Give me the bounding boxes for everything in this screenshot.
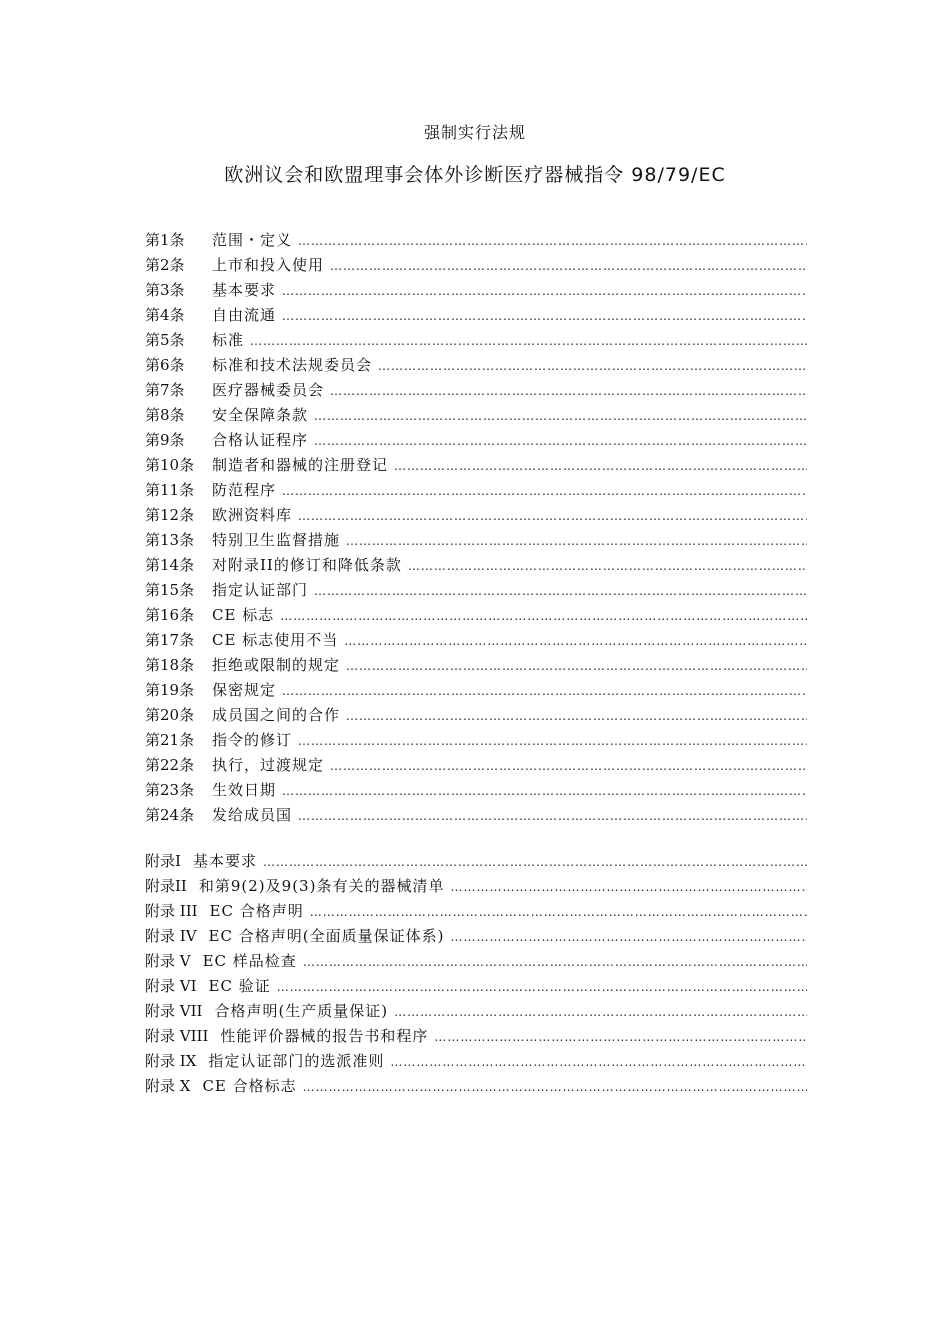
toc-article-entry-title: 医疗器械委员会	[212, 381, 325, 399]
toc-article-entry-number: 第22条	[145, 756, 195, 774]
toc-article-entry-title: 指令的修订	[212, 731, 293, 749]
dot-leader	[378, 354, 807, 378]
toc-article-entry	[145, 628, 807, 653]
toc-article-entry	[145, 378, 807, 403]
toc-article-entry	[145, 328, 807, 353]
toc-article-entry-title: 基本要求	[212, 281, 277, 299]
dot-leader	[298, 729, 807, 753]
table-of-contents-articles	[145, 228, 807, 828]
toc-article-entry-number: 第2条	[145, 256, 185, 274]
toc-annex-entry-title: EC 样品检查	[202, 952, 297, 970]
table-of-contents-annexes	[145, 849, 807, 1099]
toc-article-entry	[145, 503, 807, 528]
dot-leader	[280, 604, 807, 628]
toc-annex-entry-title: 基本要求	[192, 852, 257, 870]
toc-article-entry-title: 生效日期	[212, 781, 277, 799]
toc-article-entry-number: 第9条	[145, 431, 185, 449]
toc-article-entry	[145, 403, 807, 428]
toc-article-entry	[145, 353, 807, 378]
dot-leader	[314, 429, 807, 453]
toc-article-entry-number: 第13条	[145, 531, 195, 549]
toc-article-entry-title: 成员国之间的合作	[212, 706, 341, 724]
toc-article-entry-title: 标准	[212, 331, 245, 349]
toc-annex-entry	[145, 899, 807, 924]
toc-annex-entry-number: 附录 III	[145, 902, 198, 920]
toc-annex-entry-title: 和第9(2)及9(3)条有关的器械清单	[198, 877, 445, 895]
toc-annex-entry	[145, 874, 807, 899]
toc-article-entry	[145, 578, 807, 603]
toc-article-entry-number: 第15条	[145, 581, 195, 599]
dot-leader	[346, 654, 807, 678]
toc-article-entry	[145, 803, 807, 828]
dot-leader	[282, 679, 807, 703]
toc-article-entry-title: 标准和技术法规委员会	[212, 356, 373, 374]
toc-article-entry-number: 第8条	[145, 406, 185, 424]
dot-leader	[314, 579, 807, 603]
toc-annex-entry-number: 附录 IV	[145, 927, 197, 945]
dot-leader	[298, 229, 807, 253]
dot-leader	[282, 279, 807, 303]
dot-leader	[263, 850, 807, 874]
toc-article-entry-number: 第11条	[145, 481, 195, 499]
toc-article-entry	[145, 703, 807, 728]
toc-article-entry	[145, 228, 807, 253]
toc-annex-entry	[145, 974, 807, 999]
toc-annex-entry	[145, 849, 807, 874]
toc-article-entry	[145, 528, 807, 553]
dot-leader	[346, 529, 807, 553]
dot-leader	[282, 479, 807, 503]
toc-article-entry-number: 第24条	[145, 806, 195, 824]
toc-article-entry-title: CE 标志使用不当	[212, 631, 339, 649]
toc-article-entry-title: 防范程序	[212, 481, 277, 499]
dot-leader	[394, 454, 807, 478]
toc-annex-entry-title: EC 合格声明(全面质量保证体系)	[208, 927, 445, 945]
dot-leader	[390, 1050, 807, 1074]
dot-leader	[408, 554, 807, 578]
dot-leader	[394, 1000, 807, 1024]
toc-annex-entry-number: 附录 X	[145, 1077, 191, 1095]
dot-leader	[298, 804, 807, 828]
toc-article-entry	[145, 278, 807, 303]
dot-leader	[450, 925, 807, 949]
toc-article-entry-title: 范围・定义	[212, 231, 293, 249]
dot-leader	[277, 975, 807, 999]
toc-article-entry-title: 发给成员国	[212, 806, 293, 824]
toc-annex-entry	[145, 999, 807, 1024]
dot-leader	[346, 704, 807, 728]
toc-annex-entry	[145, 924, 807, 949]
dot-leader	[330, 754, 807, 778]
toc-annex-entry-title: 指定认证部门的选派准则	[208, 1052, 385, 1070]
dot-leader	[450, 875, 807, 899]
toc-article-entry-title: 特别卫生监督措施	[212, 531, 341, 549]
toc-article-entry-title: 拒绝或限制的规定	[212, 656, 341, 674]
toc-annex-entry-title: 合格声明(生产质量保证)	[214, 1002, 389, 1020]
dot-leader	[310, 900, 807, 924]
toc-article-entry	[145, 253, 807, 278]
toc-article-entry	[145, 303, 807, 328]
toc-article-entry-title: CE 标志	[212, 606, 275, 624]
toc-article-entry	[145, 453, 807, 478]
toc-annex-entry-number: 附录 VIII	[145, 1027, 209, 1045]
toc-article-entry-number: 第10条	[145, 456, 195, 474]
toc-article-entry-number: 第19条	[145, 681, 195, 699]
toc-article-entry-title: 上市和投入使用	[212, 256, 325, 274]
toc-article-entry-number: 第21条	[145, 731, 195, 749]
toc-article-entry-number: 第18条	[145, 656, 195, 674]
toc-article-entry-number: 第14条	[145, 556, 195, 574]
toc-article-entry-number: 第4条	[145, 306, 185, 324]
toc-annex-entry-title: EC 验证	[208, 977, 271, 995]
dot-leader	[303, 950, 807, 974]
toc-article-entry	[145, 653, 807, 678]
dot-leader	[344, 629, 807, 653]
toc-annex-entry-number: 附录 IX	[145, 1052, 197, 1070]
dot-leader	[298, 504, 807, 528]
toc-article-entry-number: 第17条	[145, 631, 195, 649]
toc-article-entry	[145, 603, 807, 628]
toc-article-entry	[145, 428, 807, 453]
toc-article-entry	[145, 678, 807, 703]
toc-article-entry-title: 制造者和器械的注册登记	[212, 456, 389, 474]
toc-article-entry-number: 第20条	[145, 706, 195, 724]
dot-leader	[250, 329, 807, 353]
toc-article-entry-title: 自由流通	[212, 306, 277, 324]
document-title: 欧洲议会和欧盟理事会体外诊断医疗器械指令 98/79/EC	[224, 164, 726, 186]
dot-leader	[434, 1025, 807, 1049]
toc-article-entry	[145, 778, 807, 803]
toc-annex-entry	[145, 1074, 807, 1099]
toc-annex-entry-number: 附录 VII	[145, 1002, 203, 1020]
toc-article-entry-title: 保密规定	[212, 681, 277, 699]
toc-article-entry-number: 第5条	[145, 331, 185, 349]
toc-annex-entry-title: CE 合格标志	[202, 1077, 297, 1095]
toc-article-entry-number: 第1条	[145, 231, 185, 249]
toc-annex-entry-number: 附录II	[145, 877, 187, 895]
dot-leader	[303, 1075, 807, 1099]
document-subtitle: 强制实行法规	[423, 123, 526, 142]
toc-article-entry	[145, 753, 807, 778]
toc-article-entry	[145, 728, 807, 753]
toc-article-entry-title: 指定认证部门	[212, 581, 309, 599]
toc-annex-entry-number: 附录 VI	[145, 977, 197, 995]
toc-article-entry	[145, 478, 807, 503]
toc-annex-entry	[145, 1024, 807, 1049]
dot-leader	[282, 779, 807, 803]
toc-article-entry	[145, 553, 807, 578]
toc-article-entry-number: 第16条	[145, 606, 195, 624]
toc-article-entry-title: 合格认证程序	[212, 431, 309, 449]
dot-leader	[330, 379, 807, 403]
toc-article-entry-number: 第3条	[145, 281, 185, 299]
toc-annex-entry	[145, 949, 807, 974]
toc-article-entry-number: 第23条	[145, 781, 195, 799]
toc-annex-entry	[145, 1049, 807, 1074]
toc-article-entry-number: 第6条	[145, 356, 185, 374]
toc-annex-entry-number: 附录I	[145, 852, 181, 870]
toc-annex-entry-title: 性能评价器械的报告书和程序	[220, 1027, 429, 1045]
toc-annex-entry-number: 附录 V	[145, 952, 191, 970]
toc-article-entry-title: 执行，过渡规定	[212, 756, 325, 774]
dot-leader	[314, 404, 807, 428]
dot-leader	[282, 304, 807, 328]
toc-article-entry-number: 第7条	[145, 381, 185, 399]
toc-article-entry-title: 对附录II的修订和降低条款	[212, 556, 402, 574]
toc-article-entry-title: 欧洲资料库	[212, 506, 293, 524]
toc-article-entry-title: 安全保障条款	[212, 406, 309, 424]
toc-annex-entry-title: EC 合格声明	[209, 902, 304, 920]
toc-article-entry-number: 第12条	[145, 506, 195, 524]
dot-leader	[330, 254, 807, 278]
